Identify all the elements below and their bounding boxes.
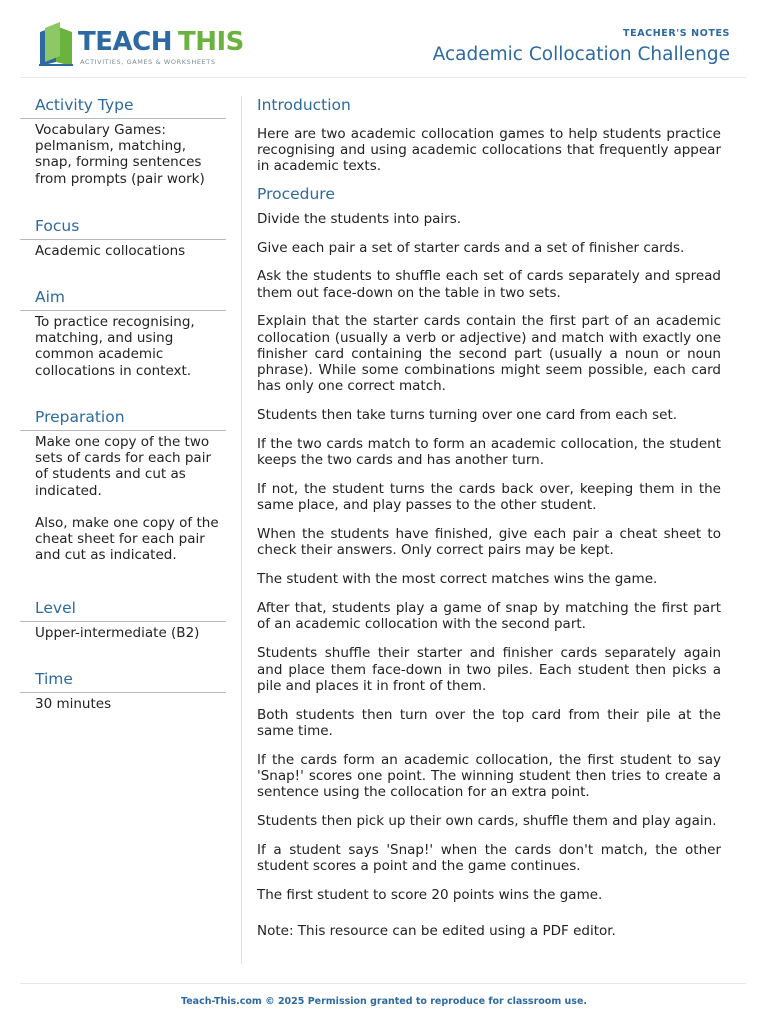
focus-heading: Focus: [20, 213, 226, 240]
logo-this-text: THIS: [177, 27, 244, 57]
copyright-footer: Teach-This.com © 2025 Permission granted to reproduce for classroom use.: [181, 996, 587, 1007]
page-header: [0, 0, 768, 80]
aim-heading: Aim: [20, 284, 226, 311]
preparation-paragraph-2: Also, make one copy of the cheat sheet for each pair and cut as indicated.: [35, 514, 219, 564]
main-content: [257, 92, 721, 939]
preparation-heading: Preparation: [20, 404, 226, 431]
time-section: [20, 666, 226, 726]
logo-wordmark: [78, 28, 244, 56]
teachers-notes-label: TEACHER'S NOTES: [623, 28, 730, 39]
procedure-step: If the cards form an academic collocation, the first student to say 'Snap!' scores one point. The winning student then tries to create a sentence using the collocation for an extra point.: [257, 751, 721, 801]
focus-value: Academic collocations: [35, 243, 186, 259]
procedure-step: The first student to score 20 points wins the game.: [257, 887, 603, 904]
introduction-paragraph: Here are two academic collocation games to help students practice recognising and using academic collocations that frequently appear in academic texts.: [257, 126, 721, 175]
procedure-step: If the two cards match to form an academic collocation, the student keeps the two cards and has another turn.: [257, 436, 721, 469]
procedure-step: Students shuffle their starter and finisher cards separately again and place them face-down in two piles. Each student then picks a pile and places it in front of them.: [257, 645, 721, 694]
procedure-step: If a student says 'Snap!' when the cards don't match, the other student scores a point and the game continues.: [257, 841, 721, 875]
procedure-step: When the students have finished, give each pair a cheat sheet to check their answers. Only correct pairs may be kept.: [257, 526, 721, 559]
procedure-step: If not, the student turns the cards back over, keeping them in the same place, and play passes to the other student.: [257, 481, 721, 514]
teach-this-logo: [36, 22, 244, 70]
level-heading: Level: [20, 595, 226, 622]
time-value: 30 minutes: [35, 696, 112, 712]
level-section: [20, 595, 226, 666]
sidebar: [20, 92, 226, 726]
footer-divider: [20, 983, 746, 984]
focus-section: [20, 213, 226, 284]
aim-text: [20, 311, 226, 379]
time-text: [20, 693, 226, 712]
time-heading: Time: [20, 666, 226, 693]
focus-text: [20, 240, 226, 259]
procedure-heading: Procedure: [257, 184, 335, 203]
activity-type-value: Vocabulary Games: pelmanism, matching, snap, forming sentences from prompts (pair work): [35, 122, 205, 187]
header-divider: [20, 77, 746, 78]
aim-value: To practice recognising, matching, and using common academic collocations in context.: [35, 314, 195, 379]
procedure-step: Divide the students into pairs.: [257, 210, 462, 227]
book-icon: [36, 22, 76, 68]
procedure-step: Students then take turns turning over one card from each set.: [257, 407, 678, 424]
page-title: Academic Collocation Challenge: [432, 44, 730, 65]
preparation-text: [20, 431, 226, 563]
procedure-step: Ask the students to shuffle each set of cards separately and spread them out face-down on the table in two sets.: [257, 268, 721, 301]
procedure-steps: [257, 211, 721, 904]
pdf-editor-note: Note: This resource can be edited using a PDF editor.: [257, 923, 616, 940]
level-value: Upper-intermediate (B2): [35, 625, 200, 641]
activity-type-section: [20, 92, 226, 213]
activity-type-heading: Activity Type: [20, 92, 226, 119]
procedure-step: Explain that the starter cards contain the first part of an academic collocation (usually a verb or adjective) and match with exactly one finisher card containing the second part (usually a noun or noun phrase). While some combinations might seem possible, each card has only one correct match.: [257, 313, 721, 395]
procedure-step: The student with the most correct matches wins the game.: [257, 571, 658, 588]
aim-section: [20, 284, 226, 404]
logo-tagline: ACTIVITIES, GAMES & WORKSHEETS: [80, 58, 216, 66]
procedure-step: Both students then turn over the top card from their pile at the same time.: [257, 706, 721, 739]
procedure-step: Give each pair a set of starter cards and a set of finisher cards.: [257, 239, 685, 256]
activity-type-text: [20, 119, 226, 187]
procedure-step: After that, students play a game of snap by matching the first part of an academic collocation with the second part.: [257, 600, 721, 633]
preparation-paragraph-1: Make one copy of the two sets of cards for each pair of students and cut as indicated.: [35, 434, 212, 499]
preparation-section: [20, 404, 226, 595]
level-text: [20, 622, 226, 641]
logo-teach-text: TEACH: [78, 27, 172, 57]
introduction-heading: Introduction: [257, 96, 351, 114]
procedure-step: Students then pick up their own cards, shuffle them and play again.: [257, 813, 717, 830]
column-divider: [241, 96, 242, 964]
